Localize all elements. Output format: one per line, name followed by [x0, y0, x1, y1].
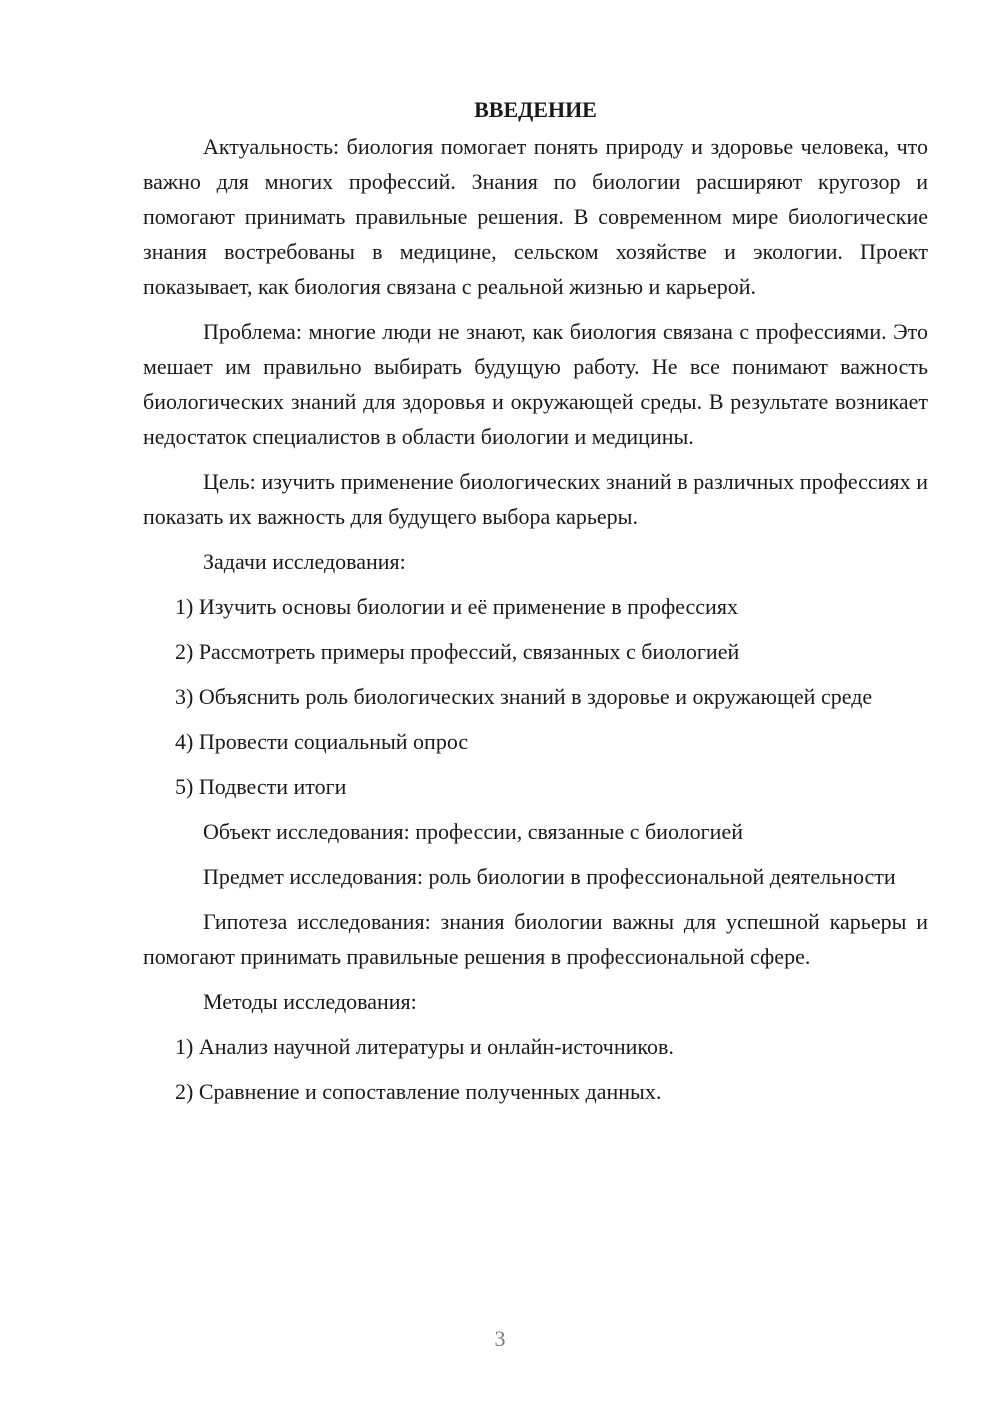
goal-paragraph: Цель: изучить применение биологических знаний в различных профессиях и показать их важность для будущего выбора карьеры. [143, 469, 928, 529]
method-item: 2) Сравнение и сопоставление полученных данных. [175, 1079, 662, 1104]
task-item: 3) Объяснить роль биологических знаний в здоровье и окружающей среде [175, 684, 873, 709]
problem-paragraph: Проблема: многие люди не знают, как биология связана с профессиями. Это мешает им правильно выбирать будущую работу. Не все понимают важность биологических знаний для здоровья и окружающей среды. В результате возникает недостаток специалистов в области биологии и медицины. [143, 319, 928, 449]
methods-title: Методы исследования: [203, 989, 417, 1014]
object-paragraph: Объект исследования: профессии, связанные с биологией [203, 819, 743, 844]
relevance-paragraph: Актуальность: биология помогает понять природу и здоровье человека, что важно для многих профессий. Знания по биологии расширяют кругозор и помогают принимать правильные решения. В современном мире биологические знания востребованы в медицине, сельском хозяйстве и экологии. Проект показывает, как биология связана с реальной жизнью и карьерой. [143, 134, 928, 299]
task-item: 4) Провести социальный опрос [175, 729, 469, 754]
hypothesis-paragraph: Гипотеза исследования: знания биологии важны для успешной карьеры и помогают принимать правильные решения в профессиональной сфере. [143, 909, 928, 969]
task-item: 2) Рассмотреть примеры профессий, связанных с биологией [175, 639, 740, 664]
task-item: 5) Подвести итоги [175, 774, 347, 799]
task-item: 1) Изучить основы биологии и её применение в профессиях [175, 594, 738, 619]
document-page [143, 92, 928, 1109]
method-item: 1) Анализ научной литературы и онлайн-источников. [175, 1034, 674, 1059]
page-number: 3 [494, 1326, 506, 1351]
section-heading: ВВЕДЕНИЕ [474, 97, 597, 122]
tasks-title: Задачи исследования: [203, 549, 406, 574]
subject-paragraph: Предмет исследования: роль биологии в профессиональной деятельности [203, 864, 896, 889]
